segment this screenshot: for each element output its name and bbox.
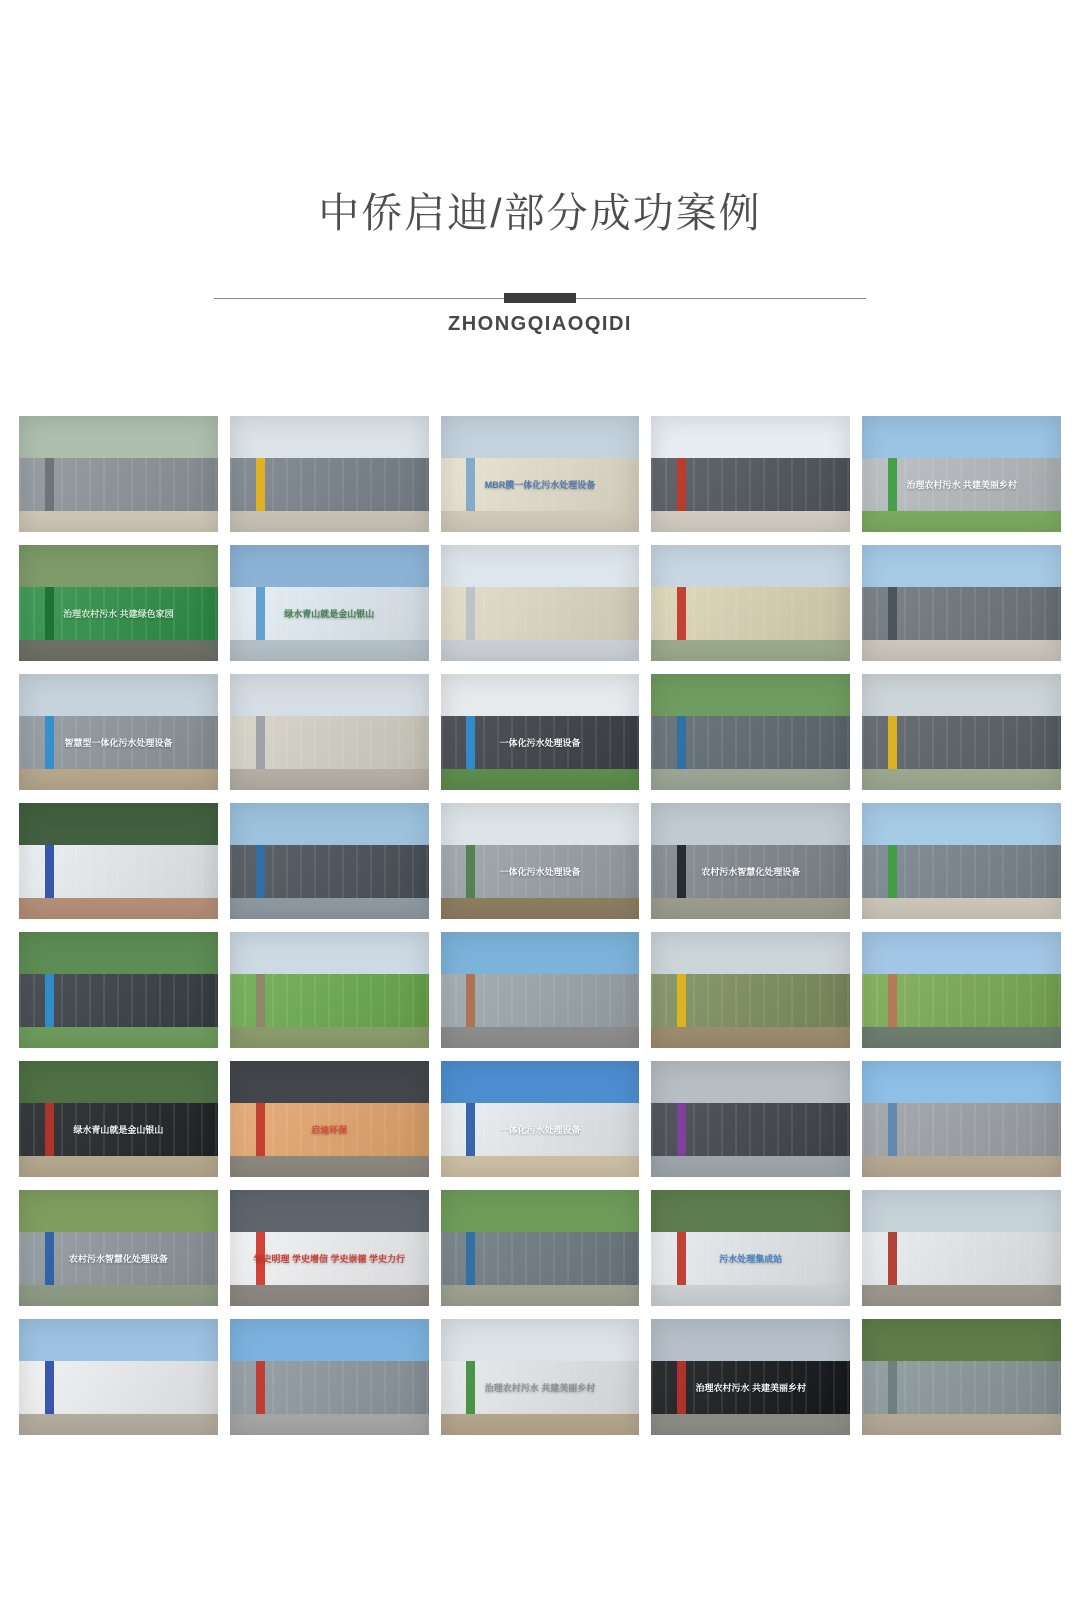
photo-accent-stripe bbox=[45, 974, 54, 1027]
photo-sky-region bbox=[441, 932, 640, 974]
photo-equipment-region bbox=[651, 1103, 850, 1156]
photo-caption-text: 治理农村污水 共建美丽乡村 bbox=[484, 1382, 596, 1393]
page-title: 中侨启迪/部分成功案例 bbox=[318, 190, 762, 236]
photo-caption-text: 一体化污水处理设备 bbox=[499, 866, 581, 877]
case-photo bbox=[651, 932, 850, 1048]
photo-sky-region bbox=[230, 1190, 429, 1232]
photo-equipment-region bbox=[441, 845, 640, 898]
photo-equipment-region bbox=[862, 1232, 1061, 1285]
photo-caption-text: 治理农村污水 共建美丽乡村 bbox=[906, 479, 1017, 490]
photo-accent-stripe bbox=[45, 845, 54, 898]
photo-ground-region bbox=[441, 1414, 640, 1435]
photo-caption-text: 农村污水智慧化处理设备 bbox=[701, 866, 801, 877]
photo-sky-region bbox=[19, 545, 218, 587]
case-photo bbox=[862, 1061, 1061, 1177]
photo-accent-stripe bbox=[888, 587, 897, 640]
case-photo bbox=[862, 1319, 1061, 1435]
photo-ground-region bbox=[19, 1414, 218, 1435]
photo-ground-region bbox=[19, 511, 218, 532]
photo-accent-stripe bbox=[677, 587, 686, 640]
photo-equipment-region bbox=[862, 974, 1061, 1027]
photo-sky-region bbox=[862, 416, 1061, 458]
case-photo bbox=[862, 803, 1061, 919]
case-photo bbox=[19, 1190, 218, 1306]
page-header bbox=[0, 0, 1080, 336]
photo-equipment-region bbox=[862, 1103, 1061, 1156]
photo-sky-region bbox=[862, 1061, 1061, 1103]
photo-equipment-region bbox=[19, 845, 218, 898]
case-photo bbox=[230, 416, 429, 532]
photo-accent-stripe bbox=[256, 1361, 265, 1414]
photo-ground-region bbox=[230, 1414, 429, 1435]
photo-sky-region bbox=[651, 545, 850, 587]
photo-caption-text: 启迪环保 bbox=[311, 1124, 348, 1135]
photo-equipment-region bbox=[19, 1232, 218, 1285]
photo-caption-text: MBR膜一体化污水处理设备 bbox=[484, 479, 596, 490]
photo-ground-region bbox=[651, 640, 850, 661]
case-photo bbox=[230, 803, 429, 919]
photo-equipment-region bbox=[230, 587, 429, 640]
photo-accent-stripe bbox=[256, 458, 265, 511]
photo-equipment-region bbox=[862, 716, 1061, 769]
photo-sky-region bbox=[19, 803, 218, 845]
photo-sky-region bbox=[651, 932, 850, 974]
divider-accent-block bbox=[504, 293, 576, 303]
case-photo bbox=[19, 932, 218, 1048]
photo-sky-region bbox=[651, 1190, 850, 1232]
case-photo bbox=[230, 1319, 429, 1435]
photo-accent-stripe bbox=[888, 716, 897, 769]
photo-equipment-region bbox=[441, 587, 640, 640]
photo-sky-region bbox=[441, 545, 640, 587]
photo-sky-region bbox=[441, 416, 640, 458]
photo-sky-region bbox=[441, 1190, 640, 1232]
case-photo bbox=[651, 803, 850, 919]
photo-ground-region bbox=[19, 1027, 218, 1048]
photo-ground-region bbox=[19, 1285, 218, 1306]
photo-ground-region bbox=[230, 640, 429, 661]
photo-equipment-region bbox=[651, 716, 850, 769]
photo-sky-region bbox=[651, 674, 850, 716]
photo-equipment-region bbox=[19, 974, 218, 1027]
photo-sky-region bbox=[862, 803, 1061, 845]
photo-equipment-region bbox=[19, 1361, 218, 1414]
photo-sky-region bbox=[230, 803, 429, 845]
photo-caption-text: 污水处理集成站 bbox=[719, 1253, 783, 1264]
case-photo bbox=[441, 416, 640, 532]
photo-ground-region bbox=[441, 898, 640, 919]
photo-equipment-region bbox=[19, 587, 218, 640]
photo-equipment-region bbox=[19, 458, 218, 511]
case-photo bbox=[441, 545, 640, 661]
case-photo bbox=[441, 1319, 640, 1435]
photo-sky-region bbox=[19, 416, 218, 458]
photo-sky-region bbox=[230, 932, 429, 974]
photo-ground-region bbox=[441, 769, 640, 790]
photo-sky-region bbox=[19, 1190, 218, 1232]
photo-sky-region bbox=[230, 416, 429, 458]
case-photo bbox=[862, 416, 1061, 532]
photo-equipment-region bbox=[230, 458, 429, 511]
photo-accent-stripe bbox=[677, 1103, 686, 1156]
photo-sky-region bbox=[651, 1061, 850, 1103]
photo-caption-text: 绿水青山就是金山银山 bbox=[284, 608, 375, 619]
photo-equipment-region bbox=[862, 845, 1061, 898]
photo-ground-region bbox=[230, 898, 429, 919]
photo-equipment-region bbox=[19, 716, 218, 769]
photo-ground-region bbox=[862, 1285, 1061, 1306]
photo-sky-region bbox=[651, 803, 850, 845]
case-photo bbox=[19, 674, 218, 790]
photo-ground-region bbox=[230, 1285, 429, 1306]
photo-accent-stripe bbox=[256, 845, 265, 898]
photo-equipment-region bbox=[441, 1103, 640, 1156]
case-photo bbox=[862, 674, 1061, 790]
photo-equipment-region bbox=[862, 458, 1061, 511]
case-photo bbox=[19, 545, 218, 661]
case-photo bbox=[862, 1190, 1061, 1306]
photo-caption-text: 一体化污水处理设备 bbox=[499, 1124, 581, 1135]
photo-sky-region bbox=[651, 416, 850, 458]
photo-equipment-region bbox=[230, 1232, 429, 1285]
photo-equipment-region bbox=[862, 587, 1061, 640]
photo-sky-region bbox=[862, 1190, 1061, 1232]
photo-caption-text: 一体化污水处理设备 bbox=[499, 737, 581, 748]
photo-ground-region bbox=[651, 1414, 850, 1435]
photo-sky-region bbox=[441, 803, 640, 845]
photo-ground-region bbox=[441, 640, 640, 661]
photo-caption-text: 智慧型一体化污水处理设备 bbox=[64, 737, 173, 748]
photo-accent-stripe bbox=[677, 974, 686, 1027]
case-photo bbox=[230, 932, 429, 1048]
case-photo bbox=[19, 803, 218, 919]
photo-sky-region bbox=[862, 932, 1061, 974]
photo-accent-stripe bbox=[677, 716, 686, 769]
photo-ground-region bbox=[862, 511, 1061, 532]
case-photo bbox=[230, 1190, 429, 1306]
case-photo bbox=[862, 545, 1061, 661]
case-photo bbox=[441, 1190, 640, 1306]
photo-accent-stripe bbox=[466, 974, 475, 1027]
photo-ground-region bbox=[862, 640, 1061, 661]
photo-accent-stripe bbox=[888, 1232, 897, 1285]
photo-accent-stripe bbox=[45, 458, 54, 511]
photo-equipment-region bbox=[441, 458, 640, 511]
photo-sky-region bbox=[230, 1061, 429, 1103]
case-photo bbox=[230, 1061, 429, 1177]
case-photo bbox=[441, 803, 640, 919]
photo-ground-region bbox=[441, 1027, 640, 1048]
photo-sky-region bbox=[441, 1319, 640, 1361]
photo-equipment-region bbox=[441, 1232, 640, 1285]
photo-caption-text: 农村污水智慧化处理设备 bbox=[68, 1253, 168, 1264]
photo-equipment-region bbox=[230, 1103, 429, 1156]
photo-equipment-region bbox=[19, 1103, 218, 1156]
photo-sky-region bbox=[862, 545, 1061, 587]
case-photo bbox=[441, 1061, 640, 1177]
case-photo bbox=[651, 545, 850, 661]
photo-ground-region bbox=[862, 1156, 1061, 1177]
photo-caption-text: 绿水青山就是金山银山 bbox=[73, 1124, 164, 1135]
photo-equipment-region bbox=[651, 974, 850, 1027]
case-photo bbox=[230, 674, 429, 790]
case-photo bbox=[19, 1061, 218, 1177]
photo-sky-region bbox=[862, 674, 1061, 716]
photo-caption-text: 治理农村污水 共建美丽乡村 bbox=[695, 1382, 807, 1393]
photo-sky-region bbox=[441, 674, 640, 716]
photo-accent-stripe bbox=[256, 716, 265, 769]
case-photo bbox=[862, 932, 1061, 1048]
photo-equipment-region bbox=[651, 1361, 850, 1414]
photo-accent-stripe bbox=[45, 1361, 54, 1414]
photo-caption-text: 治理农村污水 共建绿色家园 bbox=[63, 608, 174, 619]
brand-wordmark: ZHONGQIAOQIDI bbox=[448, 313, 632, 336]
photo-equipment-region bbox=[230, 974, 429, 1027]
photo-sky-region bbox=[19, 932, 218, 974]
photo-accent-stripe bbox=[888, 1361, 897, 1414]
case-photo bbox=[651, 416, 850, 532]
case-photo bbox=[651, 1061, 850, 1177]
photo-accent-stripe bbox=[256, 974, 265, 1027]
photo-sky-region bbox=[441, 1061, 640, 1103]
photo-accent-stripe bbox=[888, 1103, 897, 1156]
case-photo bbox=[19, 1319, 218, 1435]
case-photo bbox=[441, 674, 640, 790]
case-photo bbox=[230, 545, 429, 661]
photo-equipment-region bbox=[651, 587, 850, 640]
photo-ground-region bbox=[651, 511, 850, 532]
photo-caption-text: 学史明理 学史增信 学史崇德 学史力行 bbox=[253, 1253, 405, 1264]
photo-ground-region bbox=[862, 898, 1061, 919]
photo-accent-stripe bbox=[466, 1232, 475, 1285]
photo-equipment-region bbox=[651, 845, 850, 898]
case-photo bbox=[651, 1319, 850, 1435]
photo-ground-region bbox=[230, 769, 429, 790]
case-photo bbox=[19, 416, 218, 532]
case-photo bbox=[651, 1190, 850, 1306]
photo-ground-region bbox=[441, 1285, 640, 1306]
title-divider bbox=[214, 293, 866, 303]
photo-sky-region bbox=[19, 674, 218, 716]
photo-sky-region bbox=[230, 674, 429, 716]
photo-equipment-region bbox=[651, 1232, 850, 1285]
photo-ground-region bbox=[651, 1156, 850, 1177]
photo-equipment-region bbox=[230, 1361, 429, 1414]
photo-ground-region bbox=[862, 1414, 1061, 1435]
photo-ground-region bbox=[862, 1027, 1061, 1048]
photo-ground-region bbox=[19, 640, 218, 661]
photo-ground-region bbox=[862, 769, 1061, 790]
photo-ground-region bbox=[651, 898, 850, 919]
photo-sky-region bbox=[862, 1319, 1061, 1361]
photo-ground-region bbox=[230, 511, 429, 532]
photo-sky-region bbox=[651, 1319, 850, 1361]
photo-equipment-region bbox=[651, 458, 850, 511]
photo-ground-region bbox=[441, 1156, 640, 1177]
photo-equipment-region bbox=[230, 716, 429, 769]
photo-accent-stripe bbox=[888, 845, 897, 898]
photo-sky-region bbox=[230, 545, 429, 587]
case-photo bbox=[651, 674, 850, 790]
photo-ground-region bbox=[651, 769, 850, 790]
photo-accent-stripe bbox=[466, 587, 475, 640]
case-photo bbox=[441, 932, 640, 1048]
photo-ground-region bbox=[19, 769, 218, 790]
photo-ground-region bbox=[651, 1027, 850, 1048]
photo-sky-region bbox=[230, 1319, 429, 1361]
photo-ground-region bbox=[230, 1027, 429, 1048]
photo-equipment-region bbox=[441, 974, 640, 1027]
photo-equipment-region bbox=[441, 1361, 640, 1414]
photo-equipment-region bbox=[862, 1361, 1061, 1414]
photo-ground-region bbox=[651, 1285, 850, 1306]
photo-sky-region bbox=[19, 1319, 218, 1361]
photo-accent-stripe bbox=[677, 458, 686, 511]
photo-accent-stripe bbox=[888, 974, 897, 1027]
photo-sky-region bbox=[19, 1061, 218, 1103]
photo-ground-region bbox=[230, 1156, 429, 1177]
photo-equipment-region bbox=[230, 845, 429, 898]
case-grid bbox=[0, 416, 1080, 1435]
photo-equipment-region bbox=[441, 716, 640, 769]
photo-ground-region bbox=[441, 511, 640, 532]
photo-ground-region bbox=[19, 1156, 218, 1177]
photo-ground-region bbox=[19, 898, 218, 919]
